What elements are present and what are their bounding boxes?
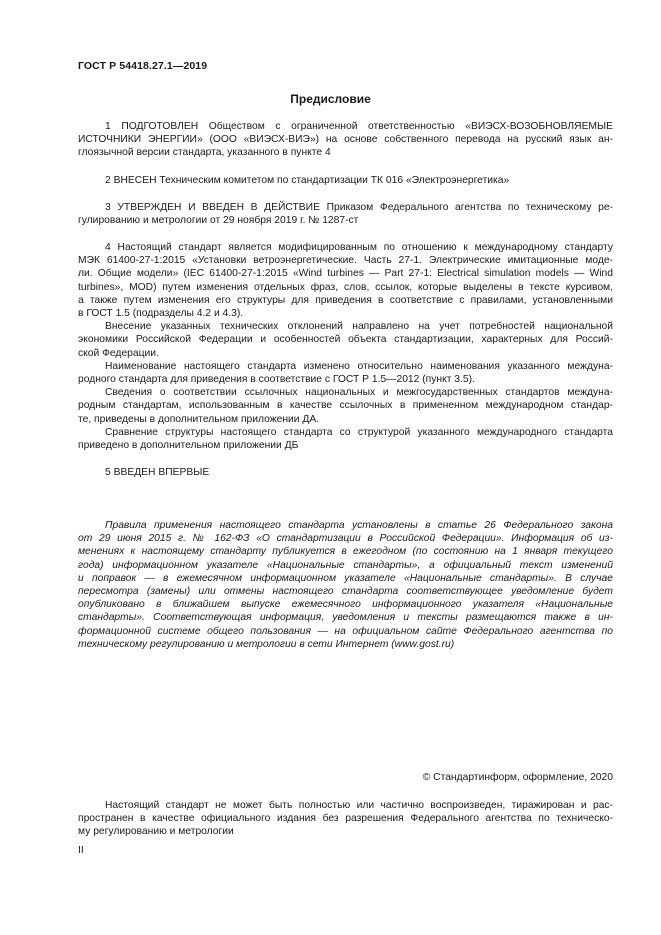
- text-line: и поправок — в ежемесячном информационном указателе «Национальные стандарты». В случае: [78, 572, 613, 584]
- text-line: родным стандартам, использованным в качестве ссылочных в примененном международном стандар-: [78, 400, 613, 412]
- paragraph-first-introduced: [78, 466, 613, 479]
- text-line: те, приведены в дополнительном приложении ДА.: [78, 413, 320, 425]
- text-line: родного стандарта для приведения в соответствие с ГОСТ Р 1.5—2012 (пункт 3.5).: [78, 374, 475, 386]
- text-line: в ГОСТ 1.5 (подразделы 4.2 и 4.3).: [78, 308, 244, 320]
- text-line: ли. Общие модели» (IEC 61400-27-1:2015 «Wind turbines — Part 27-1: Electrical simulation models — Wind: [78, 268, 613, 280]
- text-line: МЭК 61400-27-1:2015 «Установки ветроэнергетические. Часть 27-1. Электрические имитационные моде-: [78, 255, 613, 267]
- text-line: стандарты». Соответствующая информация, уведомления и тексты размещаются также в ин-: [78, 612, 613, 624]
- text-line: Сравнение структуры настоящего стандарта со структурой указанного международного стандарта: [105, 426, 613, 438]
- text-line: приведено в дополнительном приложении ДБ: [78, 440, 299, 452]
- text-line: 3 УТВЕРЖДЕН И ВВЕДЕН В ДЕЙСТВИЕ Приказом Федерального агентства по техническому ре-: [105, 202, 613, 213]
- text-line: Наименование настоящего стандарта изменено относительно наименования указанного междуна-: [105, 360, 613, 372]
- text-line: пересмотра (замены) или отмены настоящего стандарта соответствующее уведомление будет: [78, 586, 613, 598]
- reproduction-notice: [78, 799, 613, 839]
- text-line: Правила применения настоящего стандарта установлены в статье 26 Федерального закона: [105, 520, 613, 531]
- text-line: turbines», MOD) путем изменения отдельных фраз, слов, ссылок, которые выделены в тексте курсивом,: [78, 281, 613, 293]
- text-line: 2 ВНЕСЕН Техническим комитетом по стандартизации ТК 016 «Электроэнергетика»: [105, 175, 510, 186]
- page-title: Предисловие: [290, 92, 371, 106]
- text-line: Настоящий стандарт не может быть полностью или частично воспроизведен, тиражирован и рас-: [105, 800, 613, 811]
- text-line: техническому регулированию и метрологии в сети Интернет (www.gost.ru): [78, 638, 455, 650]
- standard-designation: ГОСТ Р 54418.27.1—2019: [78, 60, 208, 72]
- text-line: пространен в качестве официального издания без разрешения Федерального агентства по техническо-: [78, 813, 613, 825]
- text-line: формационной системе общего пользования — на официальном сайте Федерального агентства по: [78, 625, 613, 637]
- paragraph-approved: [78, 201, 613, 227]
- paragraph-modified: [78, 241, 613, 452]
- text-line: Внесение указанных технических отклонений направлено на учет потребностей национальной: [105, 321, 613, 333]
- text-line: экономики Российской Федерации и особенностей объекта стандартизации, характерных для Россий-: [78, 334, 613, 346]
- text-line: 5 ВВЕДЕН ВПЕРВЫЕ: [105, 467, 210, 478]
- text-line: ИСТОЧНИКИ ЭНЕРГИИ» (ООО «ВИЭСХ-ВИЭ») на основе собственного перевода на русский язык ан-: [78, 134, 613, 146]
- text-line: 4 Настоящий стандарт является модифицированным по отношению к международному стандарту: [105, 242, 613, 253]
- rules-of-application: [78, 519, 613, 651]
- paragraph-prepared: [78, 120, 613, 160]
- text-line: опубликовано в ближайшем выпуске ежемесячного информационного указателя «Национальные: [78, 599, 613, 611]
- text-line: 1 ПОДГОТОВЛЕН Обществом с ограниченной ответственностью «ВИЭСХ-ВОЗОБНОВЛЯЕМЫЕ: [105, 121, 613, 132]
- text-line: гулированию и метрологии от 29 ноября 2019 г. № 1287-ст: [78, 215, 359, 227]
- text-line: от 29 июня 2015 г. № 162-ФЗ «О стандартизации в Российской Федерации». Информация об из-: [78, 533, 613, 545]
- text-line: му регулированию и метрологии: [78, 826, 234, 838]
- paragraph-introduced: [78, 174, 613, 187]
- page-number: II: [78, 845, 84, 856]
- text-line: года) информационном указателе «Национальные стандарты», а официальный текст изменений: [78, 559, 613, 571]
- text-line: глоязычной версии стандарта, указанного в пункте 4: [78, 147, 331, 159]
- text-line: ской Федерации.: [78, 347, 159, 359]
- text-line: а также путем изменения его структуры для приведения в соответствие с правилами, установленными: [78, 294, 613, 306]
- copyright-line: © Стандартинформ, оформление, 2020: [422, 772, 613, 783]
- text-line: менениях к настоящему стандарту публикуется в ежегодном (по состоянию на 1 января текущего: [78, 546, 613, 558]
- text-line: Сведения о соответствии ссылочных национальных и межгосударственных стандартов междуна-: [105, 387, 613, 399]
